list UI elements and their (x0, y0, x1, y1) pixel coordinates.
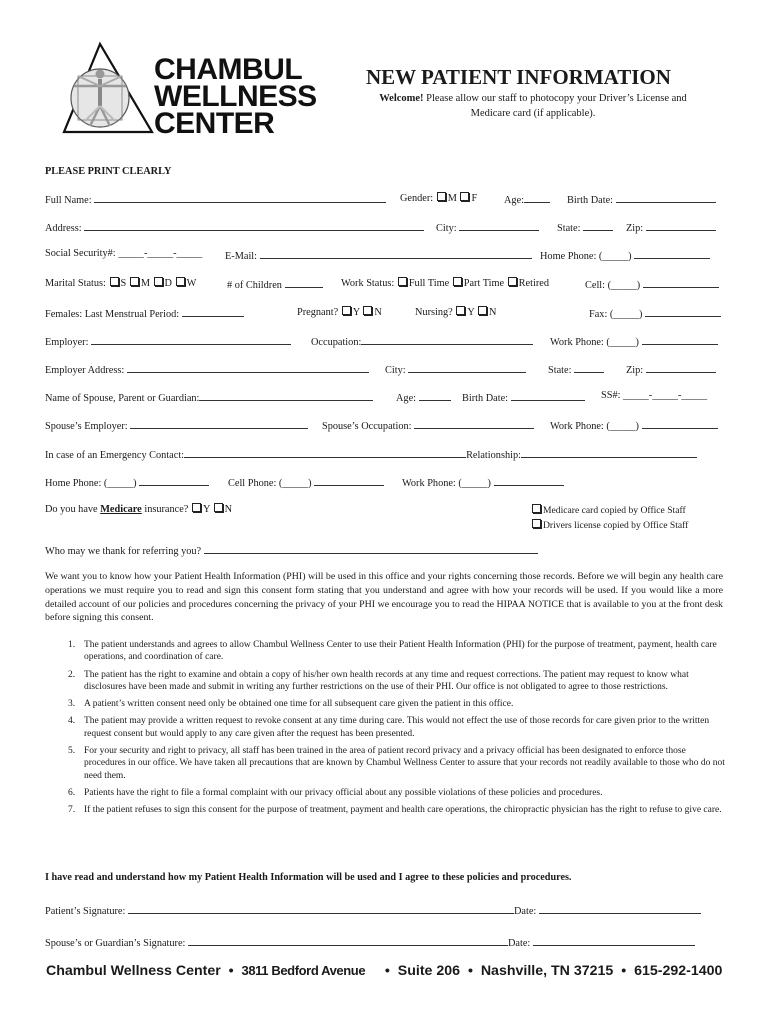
employer-address-field[interactable] (127, 362, 369, 373)
gender-m-checkbox[interactable] (437, 192, 446, 201)
row-employer-address (45, 362, 725, 376)
medicare-copied-checkbox[interactable] (532, 504, 541, 513)
welcome-line-1: Please allow our staff to photocopy your Driver’s License and (426, 93, 687, 104)
employer-city-label: City: (385, 365, 406, 376)
policy-num: 3. (68, 699, 76, 710)
acknowledgement: I have read and understand how my Patient Health Information will be used and I agree to these policies and procedures. (45, 872, 572, 883)
policy-text: A patient’s written consent need only be obtained one time for all subsequent care given the patient in this office. (84, 699, 514, 710)
marital-status-label: Marital Status: (45, 278, 106, 289)
spouse-signature-label: Spouse’s or Guardian’s Signature: (45, 938, 186, 949)
emergency-home-phone-label: Home Phone: (_____) (45, 478, 137, 489)
policy-item (45, 804, 727, 816)
welcome-bold: Welcome! (379, 93, 424, 104)
city-label: City: (436, 223, 457, 234)
policy-num: 1. (68, 640, 76, 650)
pregnant-y-checkbox[interactable] (342, 306, 351, 315)
work-retired-checkbox[interactable] (508, 277, 517, 286)
policy-item (45, 698, 727, 710)
gender-f-checkbox[interactable] (460, 192, 469, 201)
row-females (45, 306, 725, 320)
work-phone-field[interactable] (642, 334, 718, 345)
logo-line-3: CENTER (154, 107, 275, 140)
fax-field[interactable] (645, 306, 721, 317)
medicare-post: insurance? (141, 504, 189, 515)
spouse-employer-field[interactable] (130, 418, 308, 429)
policy-text: For your security and right to privacy, all staff has been trained in the area of patient record privacy and a privacy official has been designated to enforce those procedures in our office. We have taken all precautions that are known by Chambul Wellness Center to assure that your records not readily available to those who do not need them. (84, 746, 725, 781)
footer-name: Chambul Wellness Center (46, 963, 221, 979)
age-label: Age: (504, 195, 525, 206)
email-label: E-Mail: (225, 251, 258, 262)
employer-state-field[interactable] (574, 362, 604, 373)
lmp-label: Females: Last Menstrual Period: (45, 309, 180, 320)
drivers-copied-checkbox[interactable] (532, 519, 541, 528)
marital-d-label: D (164, 278, 172, 289)
spouse-age-field[interactable] (419, 390, 451, 401)
children-label: # of Children (227, 280, 282, 291)
spouse-age-label: Age: (396, 393, 417, 404)
marital-w-checkbox[interactable] (176, 277, 185, 286)
zip-label: Zip: (626, 223, 644, 234)
row-spouse-employer (45, 418, 725, 432)
home-phone-field[interactable] (634, 248, 710, 259)
medicare-pre: Do you have (45, 504, 101, 515)
print-instruction: PLEASE PRINT CLEARLY (45, 166, 172, 177)
work-retired-label: Retired (518, 278, 549, 289)
nursing-y-label: Y (467, 307, 475, 318)
row-spouse (45, 390, 725, 404)
policy-item (45, 787, 727, 799)
footer-street: 3811 Bedford Avenue (241, 963, 366, 978)
gender-f-label: F (471, 193, 478, 204)
nursing-n-label: N (488, 307, 497, 318)
employer-state-label: State: (548, 365, 572, 376)
nursing-y-checkbox[interactable] (456, 306, 465, 315)
footer-phone: 615-292-1400 (634, 963, 723, 979)
employer-address-label: Employer Address: (45, 365, 125, 376)
office-staff-checklist (531, 504, 688, 533)
medicare-y-checkbox[interactable] (192, 503, 201, 512)
footer (46, 963, 722, 979)
policy-num: 5. (68, 746, 76, 757)
marital-s-label: S (120, 278, 127, 289)
zip-field[interactable] (646, 220, 716, 231)
phi-intro: We want you to know how your Patient Health Information (PHI) will be used in this office and your rights concerning those records. Before we will begin any health care operations we must require you to read and sign this consent form stating that you understand and agree with how your records will be used. If you would like a more detailed account of our policies and procedures concerning the privacy of your PHI we encourage you to read the HIPAA NOTICE that is available to you at the front desk before signing this consent. (45, 571, 723, 624)
spouse-name-label: Name of Spouse, Parent or Guardian: (45, 393, 200, 404)
footer-bullet: • (384, 963, 390, 979)
email-field[interactable] (260, 248, 532, 259)
work-full-checkbox[interactable] (398, 277, 407, 286)
nursing-label: Nursing? (415, 307, 453, 318)
children-field[interactable] (285, 277, 323, 288)
work-phone-label: Work Phone: (_____) (550, 337, 639, 348)
lmp-field[interactable] (182, 306, 244, 317)
ssn-label[interactable]: Social Security#: _____-_____-_____ (45, 248, 203, 259)
policy-text: The patient has the right to examine and obtain a copy of his/her own health records at any time and request corrections. The patient may request to know what disclosures have been made and submit in writing any further restrictions on the use of their PHI. Our office is not obligated to agree to those restrictions. (84, 669, 689, 692)
emergency-work-phone-field[interactable] (494, 475, 564, 486)
patient-signature-label: Patient’s Signature: (45, 906, 126, 917)
fax-label: Fax: (_____) (589, 309, 643, 320)
pregnant-y-label: Y (352, 307, 360, 318)
footer-city: Nashville, TN 37215 (480, 963, 614, 979)
spouse-name-field[interactable] (199, 390, 373, 401)
row-spouse-signature (45, 935, 725, 949)
pregnant-n-label: N (374, 307, 382, 318)
policy-num: 7. (68, 805, 76, 816)
marital-d-checkbox[interactable] (154, 277, 163, 286)
state-field[interactable] (583, 220, 613, 231)
logo (60, 40, 160, 140)
policy-item (45, 715, 727, 740)
marital-s-checkbox[interactable] (110, 277, 119, 286)
relationship-label: Relationship: (466, 450, 521, 461)
birth-date-field[interactable] (616, 192, 716, 203)
full-name-label: Full Name: (45, 195, 92, 206)
work-part-label: Part Time (463, 278, 505, 289)
cell-field[interactable] (643, 277, 719, 288)
row-phones (45, 475, 725, 489)
spouse-birth-field[interactable] (511, 390, 585, 401)
full-name-field[interactable] (94, 192, 386, 203)
employer-city-field[interactable] (408, 362, 526, 373)
footer-bullet: • (621, 963, 627, 979)
spouse-work-phone-field[interactable] (642, 418, 718, 429)
policy-num: 4. (68, 716, 76, 727)
cell-label: Cell: (_____) (585, 280, 641, 291)
spouse-occupation-field[interactable] (414, 418, 534, 429)
city-field[interactable] (459, 220, 539, 231)
patient-date-field[interactable] (539, 903, 701, 914)
policy-item (45, 669, 727, 694)
policy-num: 6. (68, 787, 76, 798)
vitruvian-triangle-icon (60, 40, 160, 140)
policy-text: Patients have the right to file a formal complaint with our privacy official about any possible violations of these policies and procedures. (84, 787, 603, 798)
spouse-ss-label[interactable]: SS#: _____-_____-_____ (601, 390, 708, 401)
spouse-date-label: Date: (508, 938, 531, 949)
gender-label: Gender: (400, 193, 434, 204)
drivers-copied-label: Drivers license copied by Office Staff (543, 519, 689, 531)
work-full-label: Full Time (408, 278, 450, 289)
birth-date-label: Birth Date: (567, 195, 614, 206)
address-label: Address: (45, 223, 82, 234)
spouse-signature-field[interactable] (188, 935, 508, 946)
medicare-word: Medicare (100, 504, 142, 515)
spouse-employer-label: Spouse’s Employer: (45, 421, 128, 432)
footer-bullet: • (228, 963, 234, 979)
emergency-cell-label: Cell Phone: (_____) (228, 478, 312, 489)
page-title: NEW PATIENT INFORMATION (366, 65, 671, 89)
occupation-label: Occupation: (311, 337, 362, 348)
nursing-n-checkbox[interactable] (478, 306, 487, 315)
gender-m-label: M (447, 193, 457, 204)
row-marital (45, 277, 725, 291)
row-patient-signature (45, 903, 725, 917)
medicare-y-label: Y (202, 504, 211, 515)
employer-field[interactable] (91, 334, 291, 345)
row-emergency (45, 447, 725, 461)
referral-label: Who may we thank for referring you? (45, 546, 202, 557)
policy-list (45, 639, 727, 822)
policy-item (45, 745, 727, 782)
emergency-work-phone-label: Work Phone: (_____) (402, 478, 491, 489)
marital-m-checkbox[interactable] (130, 277, 139, 286)
home-phone-label: Home Phone: (_____) (540, 251, 632, 262)
emergency-cell-field[interactable] (314, 475, 384, 486)
spouse-occupation-label: Spouse’s Occupation: (322, 421, 412, 432)
patient-date-label: Date: (513, 906, 537, 917)
footer-bullet: • (467, 963, 473, 979)
spouse-birth-label: Birth Date: (462, 393, 509, 404)
marital-m-label: M (140, 278, 150, 289)
row-full-name (45, 192, 725, 206)
marital-w-label: W (186, 278, 197, 289)
medicare-n-label: N (224, 504, 233, 515)
medicare-n-checkbox[interactable] (214, 503, 223, 512)
employer-label: Employer: (45, 337, 89, 348)
relationship-field[interactable] (521, 447, 697, 458)
policy-text: If the patient refuses to sign this consent for the purpose of treatment, payment and health care operations, the chiropractic physician has the right to refuse to give care. (84, 805, 722, 816)
occupation-field[interactable] (361, 334, 533, 345)
logo-line-1: CHAMBUL (154, 53, 303, 86)
row-address (45, 220, 725, 234)
footer-suite: Suite 206 (397, 963, 461, 979)
row-referral (45, 543, 725, 557)
pregnant-n-checkbox[interactable] (363, 306, 372, 315)
medicare-copied-label: Medicare card copied by Office Staff (543, 505, 686, 516)
row-employer (45, 334, 725, 348)
patient-signature-field[interactable] (128, 903, 514, 914)
emergency-field[interactable] (184, 447, 466, 458)
welcome-message (348, 91, 718, 121)
employer-zip-label: Zip: (626, 365, 644, 376)
spouse-work-phone-label: Work Phone: (_____) (550, 421, 639, 432)
work-part-checkbox[interactable] (453, 277, 462, 286)
age-field[interactable] (524, 192, 550, 203)
logo-wordmark (154, 53, 317, 140)
policy-text: The patient may provide a written request to revoke consent at any time during care. This would not effect the use of those records for care given prior to the written request consent but would apply to any care given after the request has been presented. (84, 716, 710, 739)
referral-field[interactable] (204, 543, 538, 554)
address-field[interactable] (84, 220, 424, 231)
employer-zip-field[interactable] (646, 362, 716, 373)
spouse-date-field[interactable] (533, 935, 695, 946)
policy-num: 2. (68, 669, 76, 680)
state-label: State: (557, 223, 581, 234)
policy-text: The patient understands and agrees to allow Chambul Wellness Center to use their Patient Health Information (PHI) for the purpose of treatment, payment, health care operations, and coordination of care. (84, 640, 717, 663)
emergency-label: In case of an Emergency Contact: (45, 450, 185, 461)
policy-item (45, 639, 727, 664)
logo-line-2: WELLNESS (154, 80, 317, 113)
pregnant-label: Pregnant? (297, 307, 339, 318)
emergency-home-phone-field[interactable] (139, 475, 209, 486)
welcome-line-2: Medicare card (if applicable). (470, 108, 596, 119)
work-status-label: Work Status: (341, 278, 395, 289)
row-ssn (45, 248, 725, 262)
